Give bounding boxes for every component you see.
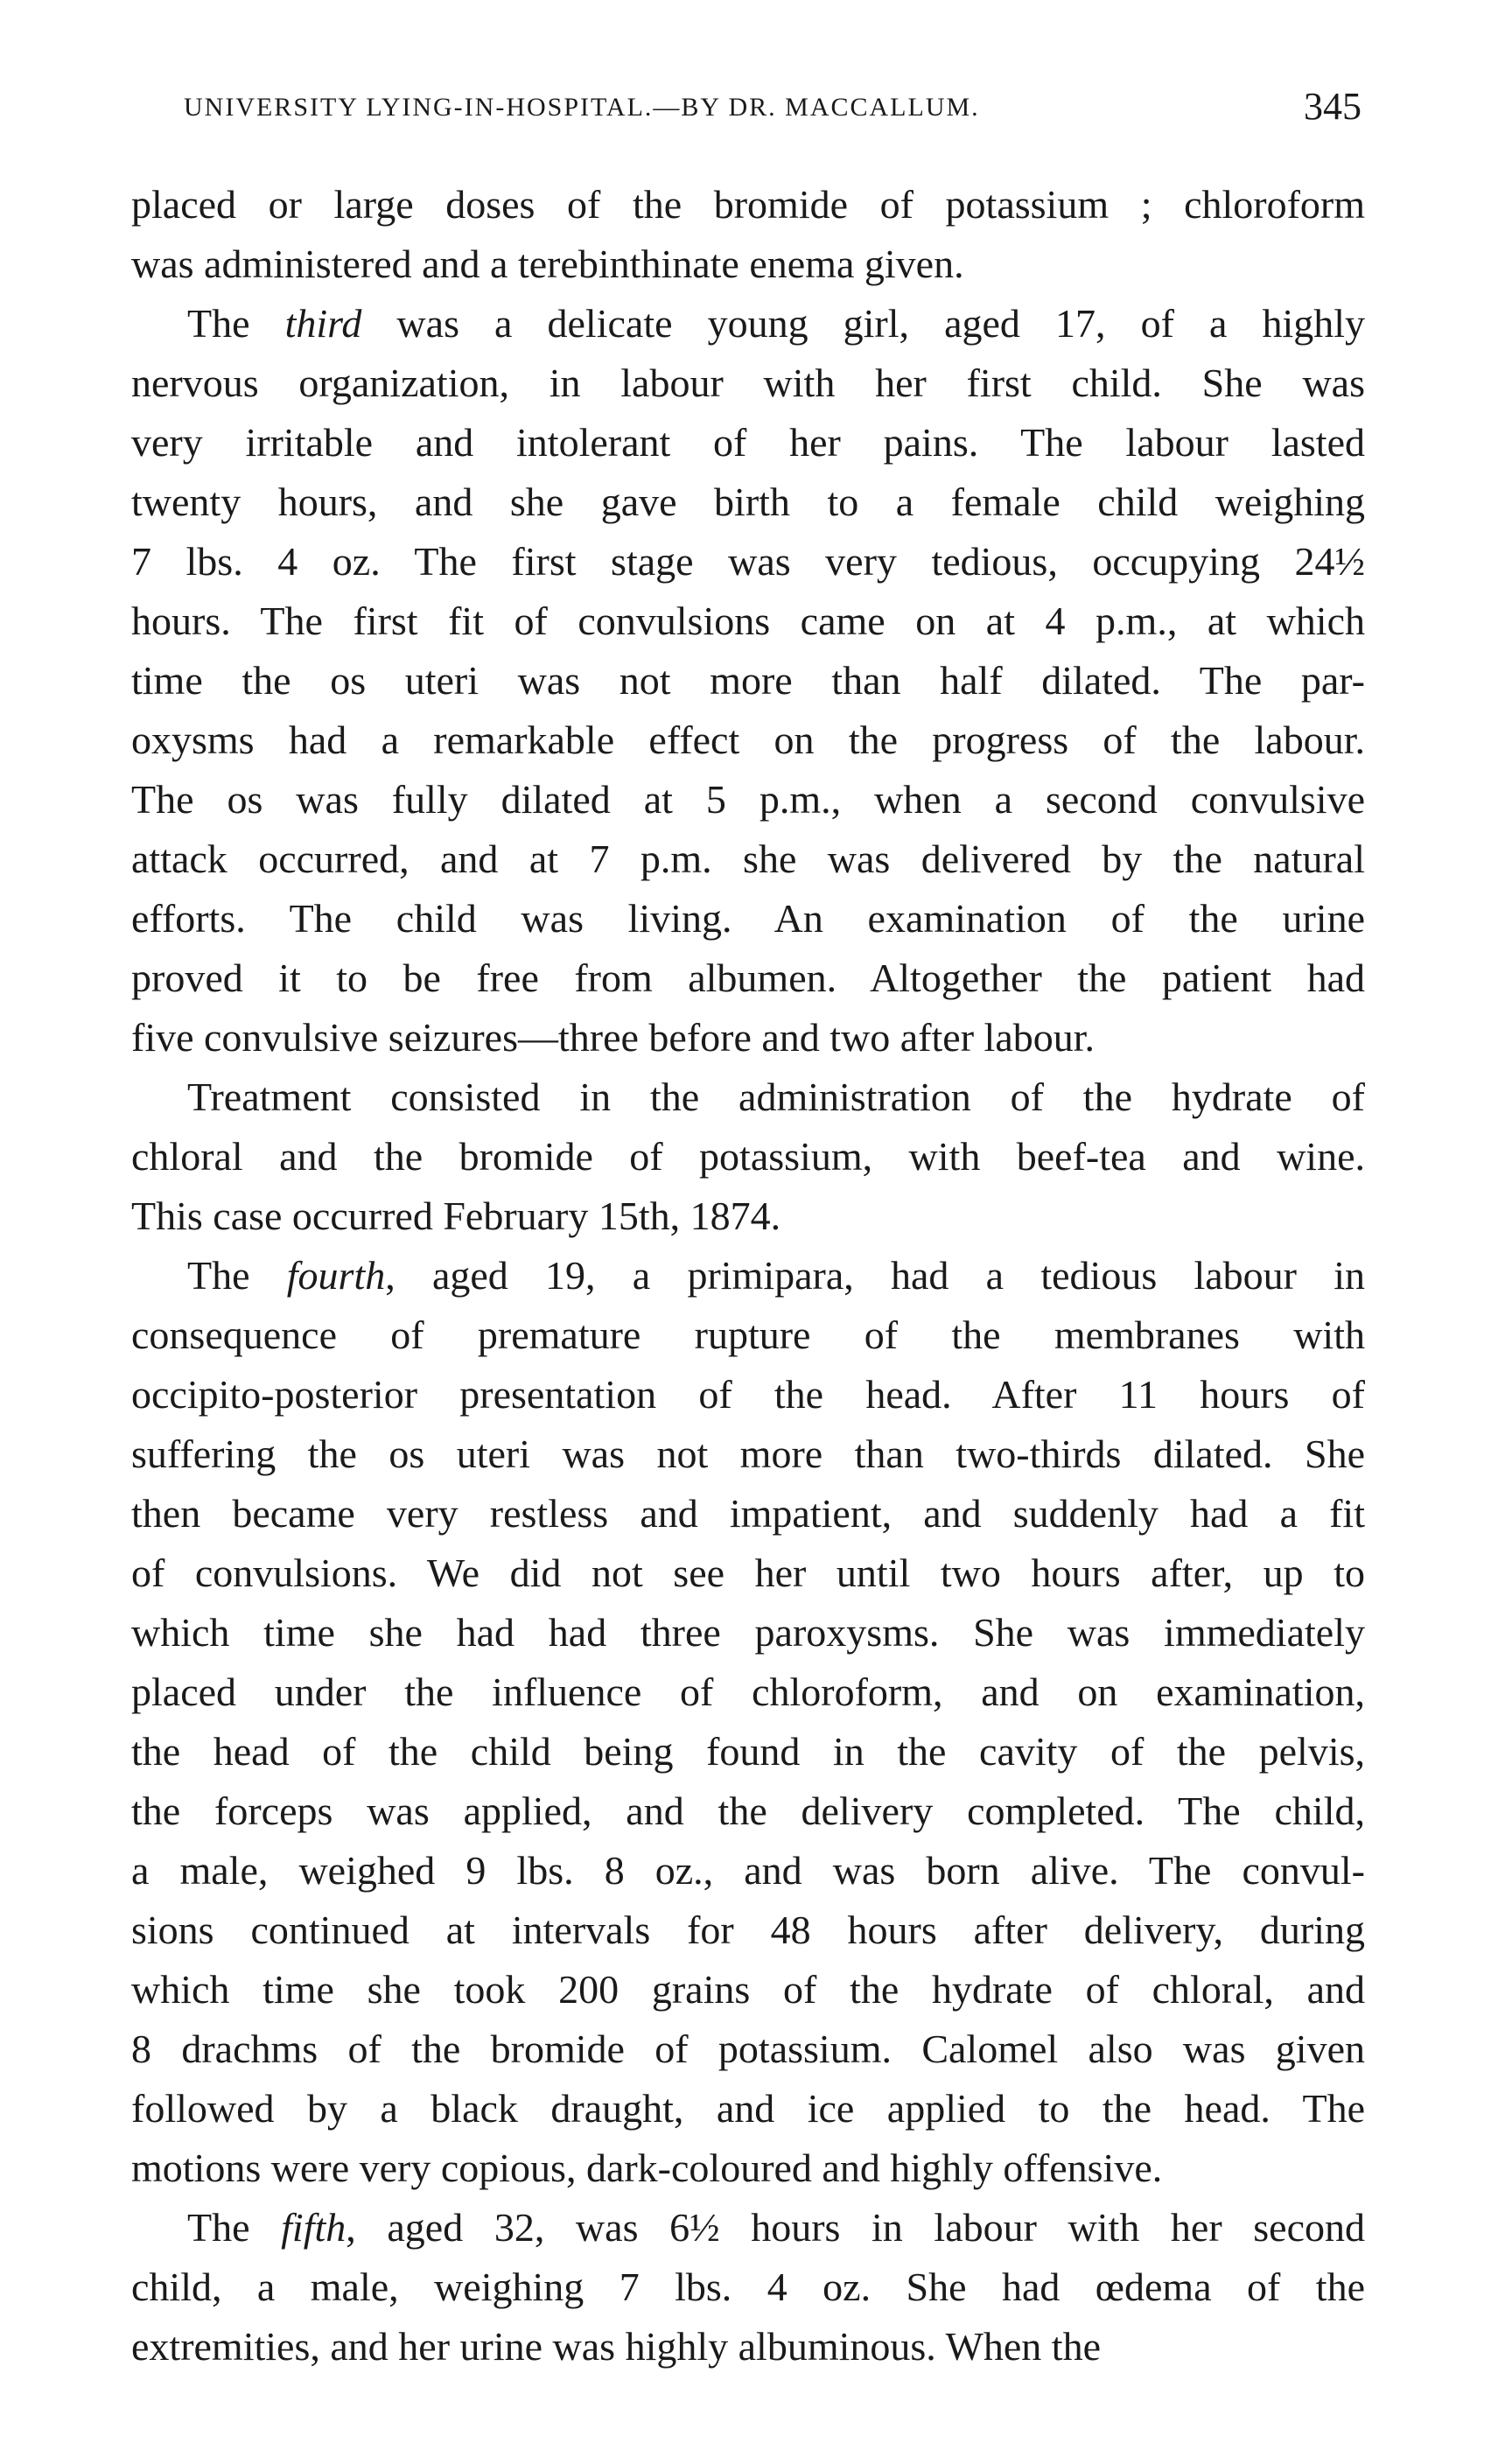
text-line: nervous organization, in labour with her first child. She was [131,360,1365,405]
text-line: Treatment consisted in the administration of the hydrate of [187,1074,1365,1119]
paragraph [131,294,1365,1068]
text-line: The fourth, aged 19, a primipara, had a tedious labour in [187,1253,1365,1298]
text-line: twenty hours, and she gave birth to a female child weighing [131,480,1365,524]
text-line: proved it to be free from albumen. Altogether the patient had [131,956,1365,1000]
text-line: The fifth, aged 32, was 6½ hours in labour with her second [187,2205,1366,2250]
text-line: then became very restless and impatient, and suddenly had a fit [131,1491,1365,1536]
page-number: 345 [1304,85,1362,128]
text-line: attack occurred, and at 7 p.m. she was delivered by the natural [131,836,1365,881]
text-line: placed under the influence of chloroform, and on examination, [131,1670,1365,1714]
text-line: which time she took 200 grains of the hydrate of chloral, and [131,1967,1365,2012]
text-line: very irritable and intolerant of her pains. The labour lasted [131,420,1365,465]
text-line: sions continued at intervals for 48 hours after delivery, during [131,1908,1365,1952]
text-line: the forceps was applied, and the delivery completed. The child, [131,1788,1365,1833]
text-line: of convulsions. We did not see her until two hours after, up to [131,1550,1365,1595]
text-line: The os was fully dilated at 5 p.m., when a second convulsive [131,777,1365,822]
paragraph [131,2198,1365,2376]
text-line: extremities, and her urine was highly albuminous. When the [131,2324,1101,2369]
paragraph [131,1246,1365,2198]
text-line: time the os uteri was not more than half dilated. The par- [131,658,1365,703]
italic-ordinal: fourth [286,1253,386,1298]
text-line: placed or large doses of the bromide of potassium ; chloroform [131,182,1365,227]
text-line: 7 lbs. 4 oz. The first stage was very tedious, occupying 24½ [131,539,1365,584]
text-line: was administered and a terebinthinate enema given. [131,242,964,286]
text-line: 8 drachms of the bromide of potassium. Calomel also was given [131,2026,1365,2071]
text-line: child, a male, weighing 7 lbs. 4 oz. She had œdema of the [131,2264,1365,2309]
italic-ordinal: fifth [281,2205,346,2250]
text-line: which time she had had three paroxysms. She was immediately [131,1610,1365,1655]
text-line: hours. The first fit of convulsions came on at 4 p.m., at which [131,598,1365,643]
text-line: consequence of premature rupture of the membranes with [131,1312,1365,1357]
text-line: occipito-posterior presentation of the head. After 11 hours of [131,1372,1365,1417]
paragraph [131,1068,1365,1246]
paragraph [131,175,1365,294]
text-line: efforts. The child was living. An examination of the urine [131,896,1365,941]
text-line: suffering the os uteri was not more than two-thirds dilated. She [131,1432,1365,1476]
text-line: The third was a delicate young girl, aged 17, of a highly [187,301,1365,346]
text-line: oxysms had a remarkable effect on the progress of the labour. [131,718,1365,762]
text-line: followed by a black draught, and ice applied to the head. The [131,2086,1365,2131]
text-line: the head of the child being found in the cavity of the pelvis, [131,1729,1365,1774]
italic-ordinal: third [284,301,362,346]
text-line: This case occurred February 15th, 1874. [131,1194,781,1238]
running-title: UNIVERSITY LYING-IN-HOSPITAL.—BY DR. MACCALLUM. [184,93,980,122]
text-line: five convulsive seizures—three before and two after labour. [131,1015,1096,1060]
body-text [131,175,1365,2376]
text-line: a male, weighed 9 lbs. 8 oz., and was born alive. The convul- [131,1848,1365,1893]
text-line: motions were very copious, dark-coloured and highly offensive. [131,2146,1163,2190]
text-line: chloral and the bromide of potassium, with beef-tea and wine. [131,1134,1365,1179]
running-head [131,80,1363,133]
